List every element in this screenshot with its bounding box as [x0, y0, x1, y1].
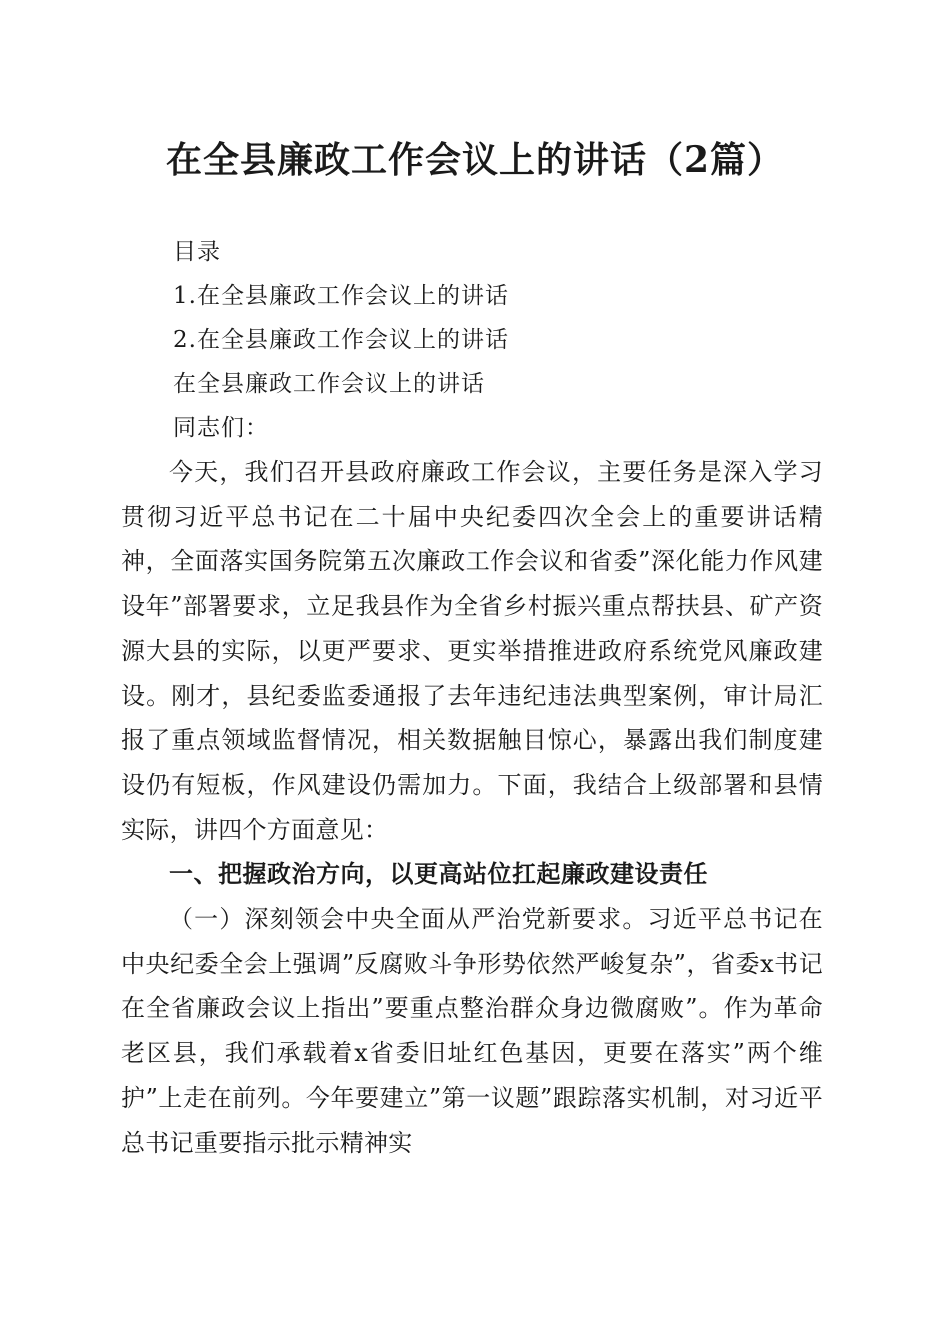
- toc-item[interactable]: 1.在全县廉政工作会议上的讲话: [173, 283, 509, 309]
- salutation: 同志们：: [173, 415, 269, 441]
- intro-paragraph: 今天，我们召开县政府廉政工作会议，主要任务是深入学习贯彻习近平总书记在二十届中央纪委四次全会上的重要讲话精神，全面落实国务院第五次廉政工作会议和省委”深化能力作风建设年”部署要求，立足我县作为全省乡村振兴重点帮扶县、矿产资源大县的实际，以更严要求、更实举措推进政府系统党风廉政建设。刚才，县纪委监委通报了去年违纪违法典型案例，审计局汇报了重点领域监督情况，相关数据触目惊心，暴露出我们制度建设仍有短板，作风建设仍需加力。下面，我结合上级部署和县情实际，讲四个方面意见：: [121, 458, 823, 844]
- section-title: 在全县廉政工作会议上的讲话: [173, 371, 485, 397]
- toc-item[interactable]: 2.在全县廉政工作会议上的讲话: [173, 327, 509, 353]
- subsection-paragraph: （一）深刻领会中央全面从严治党新要求。习近平总书记在中央纪委全会上强调”反腐败斗争形势依然严峻复杂”，省委x书记在全省廉政会议上指出”要重点整治群众身边微腐败”。作为革命老区县，我们承载着x省委旧址红色基因，更要在落实”两个维护”上走在前列。今年要建立”第一议题”跟踪落实机制，对习近平总书记重要指示批示精神实: [121, 905, 823, 1157]
- document-title: 在全县廉政工作会议上的讲话（2篇）: [165, 139, 785, 181]
- table-of-contents: [173, 230, 833, 450]
- toc-heading: 目录: [173, 239, 221, 265]
- speech-body: [121, 450, 823, 1165]
- section-heading: 一、把握政治方向，以更高站位扛起廉政建设责任: [169, 860, 708, 889]
